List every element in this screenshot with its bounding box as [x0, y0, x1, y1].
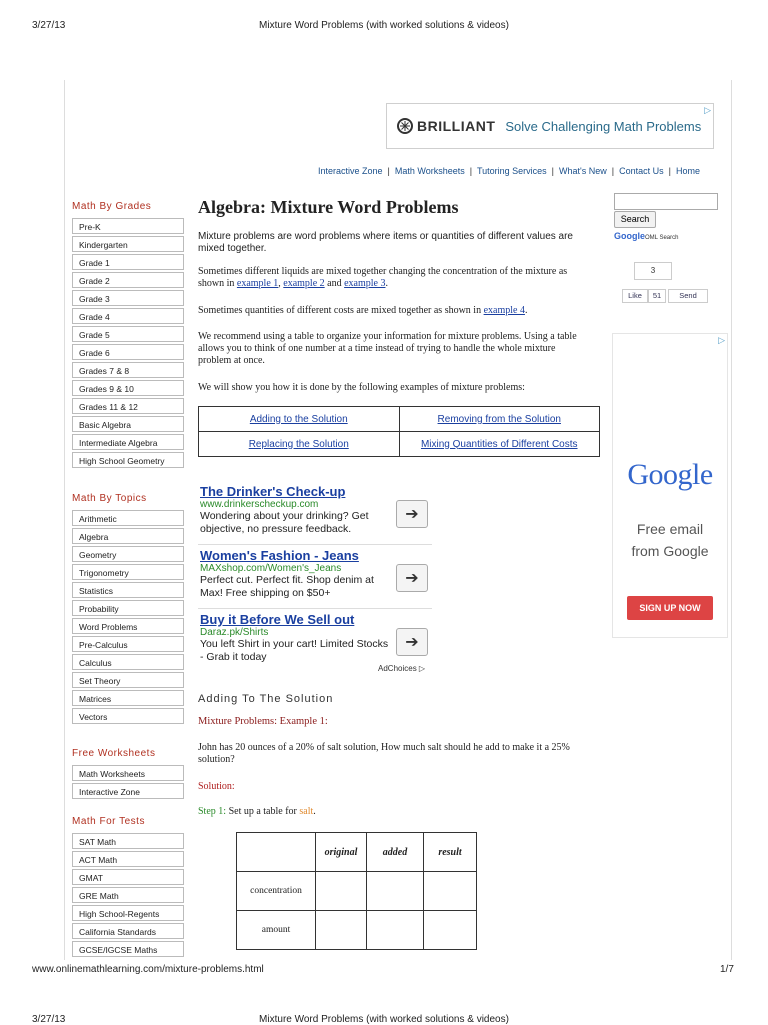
- sidebar-item[interactable]: Set Theory: [72, 672, 184, 688]
- nav-cell: [399, 407, 600, 432]
- ad-description: Wondering about your drinking? Get objective, no pressure feedback.: [200, 510, 369, 535]
- sidebar-item[interactable]: Calculus: [72, 654, 184, 670]
- step-text: Set up a table for: [226, 806, 300, 817]
- sidebar-item[interactable]: High School Geometry: [72, 452, 184, 468]
- paragraph-liquids: [198, 266, 590, 290]
- sidebar-list-worksheets: [72, 765, 184, 799]
- link-adding-to-solution[interactable]: Adding to the Solution: [249, 413, 348, 425]
- paragraph-costs-text: Sometimes quantities of different costs are mixed together as shown in: [198, 305, 484, 316]
- page-title: Algebra: Mixture Word Problems: [198, 197, 459, 217]
- like-button[interactable]: Like: [622, 289, 648, 303]
- example-title: Mixture Problems: Example 1:: [198, 716, 328, 727]
- table-corner: [237, 833, 316, 872]
- separator-comma: ,: [278, 278, 284, 289]
- arrow-right-icon[interactable]: ➔: [396, 500, 428, 528]
- intro-paragraph: Mixture problems are word problems where items or quantities of different values are mixed together.: [198, 231, 573, 254]
- step-word-salt: salt: [299, 806, 314, 817]
- sidebar-item[interactable]: Kindergarten: [72, 236, 184, 252]
- sidebar-item[interactable]: GRE Math: [72, 887, 184, 903]
- sidebar-item[interactable]: Geometry: [72, 546, 184, 562]
- ad-title[interactable]: The Drinker's Check-up: [200, 484, 346, 499]
- sidebar-list-grades: [72, 218, 184, 468]
- ad-line: from Google: [631, 543, 709, 559]
- ad-url[interactable]: www.drinkerscheckup.com: [200, 499, 319, 510]
- print-url: www.onlinemathlearning.com/mixture-problems.html: [32, 964, 264, 975]
- period: .: [524, 305, 528, 316]
- google-ad-text: [613, 518, 727, 562]
- sidebar-item[interactable]: Word Problems: [72, 618, 184, 634]
- google-oml-search: [614, 231, 678, 241]
- sidebar-item[interactable]: Pre-Calculus: [72, 636, 184, 652]
- sidebar-item[interactable]: Arithmetic: [72, 510, 184, 526]
- step-1: [198, 806, 590, 818]
- sidebar-item[interactable]: Probability: [72, 600, 184, 616]
- problem-text: John has 20 ounces of a 20% of salt solution, How much salt should he add to make it a 25% solution?: [198, 742, 570, 765]
- sidebar-list-topics: [72, 510, 184, 724]
- sidebar-item[interactable]: Grade 3: [72, 290, 184, 306]
- table-cell: [316, 872, 367, 911]
- sidebar-item[interactable]: Trigonometry: [72, 564, 184, 580]
- google-label: Google: [614, 231, 645, 241]
- sidebar-item[interactable]: SAT Math: [72, 833, 184, 849]
- arrow-right-icon[interactable]: ➔: [396, 628, 428, 656]
- sidebar-item[interactable]: Statistics: [72, 582, 184, 598]
- ad-divider: [198, 544, 432, 545]
- paragraph-costs: [198, 305, 590, 317]
- ad-title[interactable]: Women's Fashion - Jeans: [200, 548, 359, 563]
- sidebar-item[interactable]: Basic Algebra: [72, 416, 184, 432]
- ad-description: You left Shirt in your cart! Limited Stocks - Grab it today: [200, 638, 389, 663]
- sidebar-item[interactable]: Matrices: [72, 690, 184, 706]
- top-ad-tagline: Solve Challenging Math Problems: [505, 118, 702, 134]
- table-header: original: [316, 833, 367, 872]
- sidebar-item[interactable]: GCSE/IGCSE Maths: [72, 941, 184, 957]
- nav-contact-us[interactable]: Contact Us: [619, 166, 664, 176]
- nav-math-worksheets[interactable]: Math Worksheets: [394, 166, 465, 176]
- nav-cell: [199, 407, 400, 432]
- ad-divider: [198, 608, 432, 609]
- ad-line: Free email: [636, 521, 704, 537]
- sign-up-button[interactable]: SIGN UP NOW: [627, 596, 713, 620]
- adchoices-label[interactable]: [378, 664, 425, 673]
- table-cell: [424, 872, 477, 911]
- nav-cell: [399, 432, 600, 457]
- search-input[interactable]: [614, 193, 718, 210]
- print-title: Mixture Word Problems (with worked solutions & videos): [259, 20, 509, 31]
- sidebar-item[interactable]: Grade 4: [72, 308, 184, 324]
- sidebar-item[interactable]: Math Worksheets: [72, 765, 184, 781]
- sidebar-item[interactable]: Grade 1: [72, 254, 184, 270]
- sidebar-item[interactable]: Grade 5: [72, 326, 184, 342]
- sidebar-item[interactable]: Intermediate Algebra: [72, 434, 184, 450]
- table-header: added: [367, 833, 424, 872]
- table-row-label: concentration: [237, 872, 316, 911]
- sidebar-item[interactable]: High School-Regents: [72, 905, 184, 921]
- search-button[interactable]: Search: [614, 211, 656, 228]
- sidebar-heading-tests: Math For Tests: [72, 816, 145, 827]
- ad-url[interactable]: MAXshop.com/Women's_Jeans: [200, 563, 342, 574]
- section-heading: Adding To The Solution: [198, 693, 334, 705]
- sidebar-item[interactable]: Interactive Zone: [72, 783, 184, 799]
- nav-home[interactable]: Home: [675, 166, 700, 176]
- example-2-link[interactable]: example 2: [283, 278, 325, 289]
- sidebar-item[interactable]: Grade 2: [72, 272, 184, 288]
- ad-description: Perfect cut. Perfect fit. Shop denim at Max! Free shipping on $50+: [200, 574, 374, 599]
- solution-label: Solution:: [198, 781, 235, 792]
- ad-url[interactable]: Daraz.pk/Shirts: [200, 627, 269, 638]
- table-cell: [316, 911, 367, 950]
- example-1-link[interactable]: example 1: [236, 278, 279, 289]
- google-logo-text: Google: [627, 458, 713, 491]
- paragraph-recommend: We recommend using a table to organize your information for mixture problems. Using a table allows you to think of one number at a time instead of trying to handle the whole mixture problem at once.: [198, 331, 577, 366]
- sidebar-item[interactable]: Grades 11 & 12: [72, 398, 184, 414]
- send-button[interactable]: Send: [668, 289, 708, 303]
- table-header: result: [424, 833, 477, 872]
- plus-one-count: 3: [634, 262, 672, 280]
- adchoices-icon: ▷: [418, 664, 426, 673]
- top-banner-ad[interactable]: [386, 103, 714, 149]
- sidebar-heading-grades: Math By Grades: [72, 201, 152, 212]
- ad-title[interactable]: Buy it Before We Sell out: [200, 612, 355, 627]
- table-cell: [367, 911, 424, 950]
- table-row-label: amount: [237, 911, 316, 950]
- sidebar-item[interactable]: ACT Math: [72, 851, 184, 867]
- paragraph-examples: We will show you how it is done by the following examples of mixture problems:: [198, 382, 525, 393]
- nav-interactive-zone[interactable]: Interactive Zone: [318, 166, 383, 176]
- link-removing-from-solution[interactable]: Removing from the Solution: [437, 413, 561, 425]
- brilliant-logo-icon: [397, 118, 413, 134]
- google-side-ad[interactable]: [612, 333, 728, 638]
- top-navigation: Interactive Zone | Math Worksheets | Tutoring Services | What's New | Contact Us | Home: [318, 166, 700, 176]
- like-count: 51: [648, 289, 666, 303]
- separator-and: and: [324, 278, 345, 289]
- nav-cell: [199, 432, 400, 457]
- mixture-table: [236, 832, 477, 950]
- ad-choices-icon[interactable]: ▷: [718, 335, 725, 345]
- table-cell: [424, 911, 477, 950]
- sidebar-item[interactable]: Vectors: [72, 708, 184, 724]
- link-replacing-solution[interactable]: Replacing the Solution: [248, 438, 349, 450]
- period: .: [385, 278, 388, 289]
- example-4-link[interactable]: example 4: [483, 305, 525, 316]
- sidebar-item[interactable]: Algebra: [72, 528, 184, 544]
- oml-search-label: OML Search: [645, 235, 679, 241]
- arrow-right-icon[interactable]: ➔: [396, 564, 428, 592]
- sidebar-item[interactable]: GMAT: [72, 869, 184, 885]
- step-label: Step 1:: [198, 806, 227, 817]
- sidebar-item[interactable]: Grades 9 & 10: [72, 380, 184, 396]
- example-3-link[interactable]: example 3: [344, 278, 386, 289]
- print-page: 1/7: [720, 964, 734, 975]
- sidebar-item[interactable]: Grade 6: [72, 344, 184, 360]
- link-mixing-costs[interactable]: Mixing Quantities of Different Costs: [420, 438, 578, 450]
- ad-choices-icon[interactable]: ▷: [704, 105, 711, 115]
- sidebar-heading-topics: Math By Topics: [72, 493, 147, 504]
- sidebar-heading-worksheets: Free Worksheets: [72, 748, 156, 759]
- print-title-2: Mixture Word Problems (with worked solutions & videos): [259, 1014, 509, 1025]
- table-cell: [367, 872, 424, 911]
- nav-tutoring-services[interactable]: Tutoring Services: [476, 166, 547, 176]
- google-logo: [613, 458, 727, 492]
- sidebar-item[interactable]: Pre-K: [72, 218, 184, 234]
- sidebar-item[interactable]: Grades 7 & 8: [72, 362, 184, 378]
- print-date: 3/27/13: [32, 20, 66, 31]
- nav-whats-new[interactable]: What's New: [559, 166, 607, 176]
- sidebar-list-tests: [72, 833, 184, 957]
- brilliant-brand: BRILLIANT: [417, 118, 496, 134]
- paragraph-liquids-text: Sometimes different liquids are mixed together changing the concentration of the mixture as shown in: [198, 266, 568, 289]
- adchoices-text: AdChoices: [378, 664, 417, 673]
- sidebar-item[interactable]: California Standards: [72, 923, 184, 939]
- print-date-2: 3/27/13: [32, 1014, 66, 1025]
- period: .: [313, 806, 316, 817]
- example-nav-table: [198, 406, 600, 457]
- brilliant-logo: [397, 118, 495, 134]
